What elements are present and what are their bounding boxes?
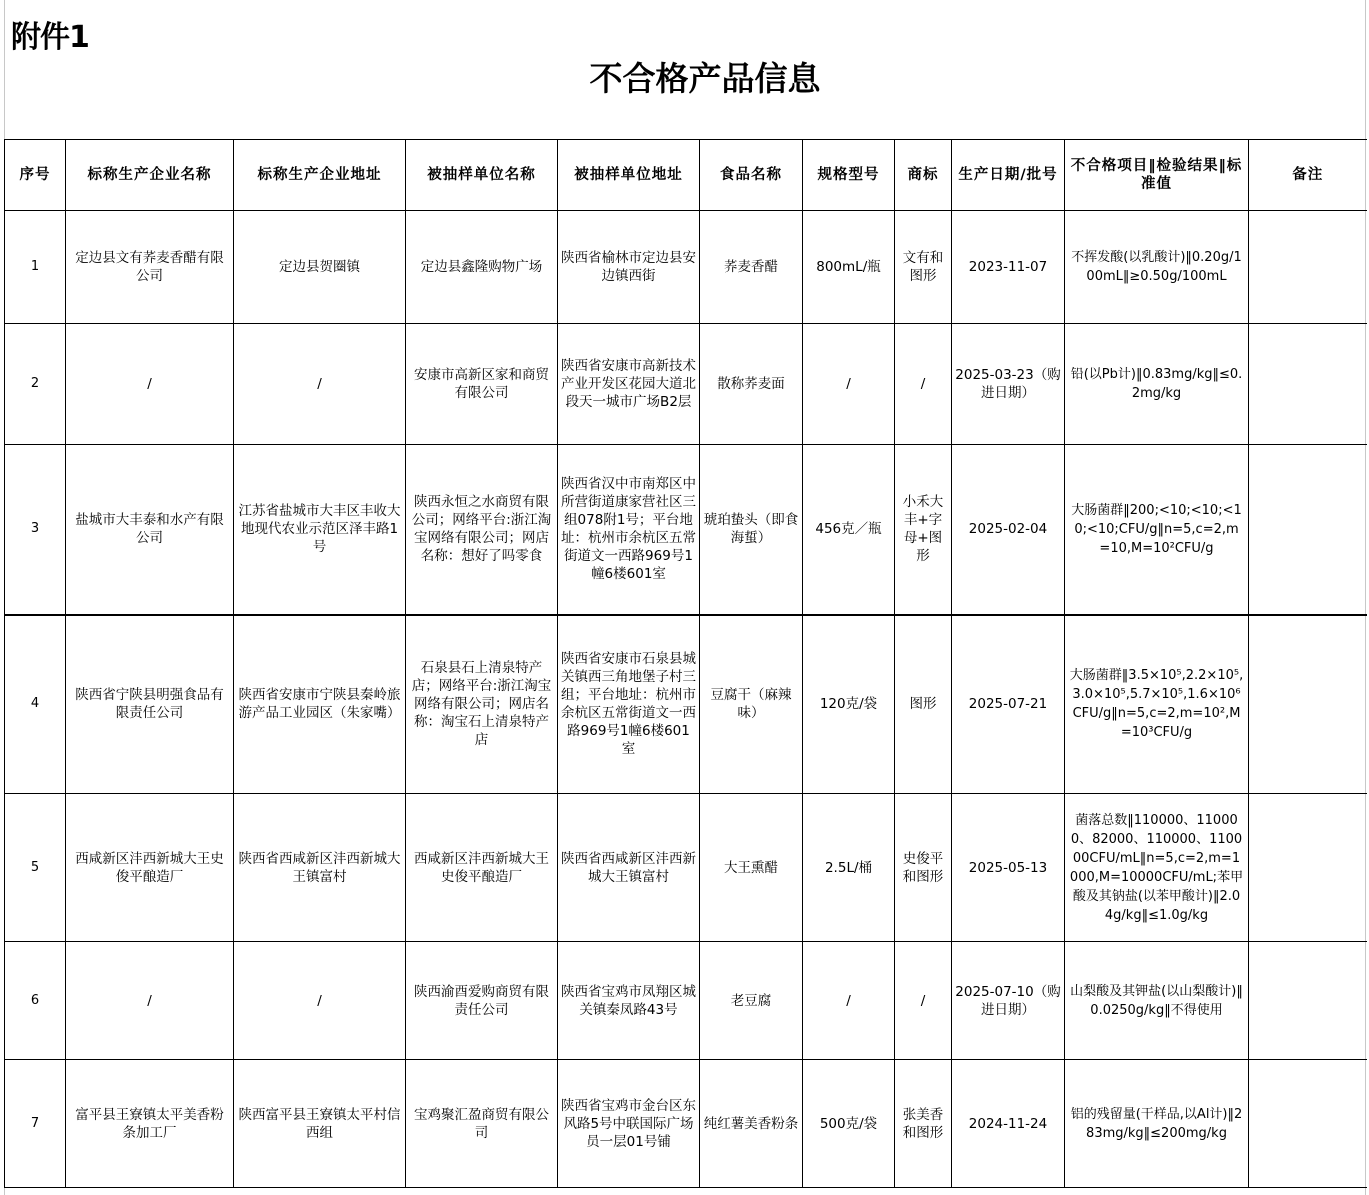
cell-spec: 500克/袋 bbox=[803, 1060, 895, 1188]
cell-result: 大肠菌群‖3.5×10⁵,2.2×10⁵,3.0×10⁵,5.7×10⁵,1.6×10⁶CFU/g‖n=5,c=2,m=10²,M=10³CFU/g bbox=[1065, 615, 1249, 794]
cell-spec: 800mL/瓶 bbox=[803, 211, 895, 324]
cell-note bbox=[1249, 942, 1367, 1060]
table-row bbox=[5, 445, 1367, 615]
cell-brand: 图形 bbox=[895, 615, 952, 794]
cell-sampled-address: 陕西省汉中市南郑区中所营街道康家营社区三组078附1号；平台地址：杭州市余杭区五常街道文一西路969号1幢6楼601室 bbox=[558, 445, 700, 615]
table-row bbox=[5, 211, 1367, 324]
cell-date: 2025-02-04 bbox=[952, 445, 1065, 615]
cell-spec: 456克／瓶 bbox=[803, 445, 895, 615]
cell-seq: 5 bbox=[5, 794, 66, 942]
header-result: 不合格项目‖检验结果‖标准值 bbox=[1065, 140, 1249, 211]
cell-seq: 1 bbox=[5, 211, 66, 324]
table-row bbox=[5, 794, 1367, 942]
cell-producer: / bbox=[66, 942, 234, 1060]
cell-sampled-unit: 陕西渝酉爱购商贸有限责任公司 bbox=[406, 942, 558, 1060]
cell-note bbox=[1249, 324, 1367, 445]
cell-result: 不挥发酸(以乳酸计)‖0.20g/100mL‖≥0.50g/100mL bbox=[1065, 211, 1249, 324]
header-note: 备注 bbox=[1249, 140, 1367, 211]
header-date: 生产日期/批号 bbox=[952, 140, 1065, 211]
header-producer: 标称生产企业名称 bbox=[66, 140, 234, 211]
cell-sampled-unit: 石泉县石上清泉特产店；网络平台:浙江淘宝网络有限公司；网店名称：淘宝石上清泉特产店 bbox=[406, 615, 558, 794]
cell-producer-address: 定边县贺圈镇 bbox=[234, 211, 406, 324]
cell-food-name: 琥珀蛰头（即食海蜇） bbox=[700, 445, 803, 615]
cell-note bbox=[1249, 615, 1367, 794]
cell-brand: / bbox=[895, 324, 952, 445]
cell-producer-address: 江苏省盐城市大丰区丰收大地现代农业示范区泽丰路1号 bbox=[234, 445, 406, 615]
cell-producer: 富平县王寮镇太平美香粉条加工厂 bbox=[66, 1060, 234, 1188]
cell-result: 山梨酸及其钾盐(以山梨酸计)‖0.0250g/kg‖不得使用 bbox=[1065, 942, 1249, 1060]
cell-producer: 定边县文有荞麦香醋有限公司 bbox=[66, 211, 234, 324]
cell-result: 铝的残留量(干样品,以Al计)‖283mg/kg‖≤200mg/kg bbox=[1065, 1060, 1249, 1188]
cell-brand: 文有和图形 bbox=[895, 211, 952, 324]
cell-sampled-address: 陕西省宝鸡市凤翔区城关镇秦凤路43号 bbox=[558, 942, 700, 1060]
cell-food-name: 老豆腐 bbox=[700, 942, 803, 1060]
cell-producer-address: / bbox=[234, 942, 406, 1060]
cell-date: 2023-11-07 bbox=[952, 211, 1065, 324]
cell-food-name: 大王熏醋 bbox=[700, 794, 803, 942]
cell-sampled-unit: 陕西永恒之水商贸有限公司；网络平台:浙江淘宝网络有限公司；网店名称：想好了吗零食 bbox=[406, 445, 558, 615]
cell-sampled-unit: 宝鸡聚汇盈商贸有限公司 bbox=[406, 1060, 558, 1188]
cell-sampled-address: 陕西省西咸新区沣西新城大王镇富村 bbox=[558, 794, 700, 942]
cell-producer-address: 陕西富平县王寮镇太平村信西组 bbox=[234, 1060, 406, 1188]
cell-sampled-unit: 西咸新区沣西新城大王史俊平酿造厂 bbox=[406, 794, 558, 942]
cell-result: 大肠菌群‖200;<10;<10;<10;<10;CFU/g‖n=5,c=2,m=10,M=10²CFU/g bbox=[1065, 445, 1249, 615]
cell-seq: 3 bbox=[5, 445, 66, 615]
header-seq: 序号 bbox=[5, 140, 66, 211]
header-food-name: 食品名称 bbox=[700, 140, 803, 211]
cell-note bbox=[1249, 211, 1367, 324]
cell-brand: 史俊平和图形 bbox=[895, 794, 952, 942]
cell-date: 2024-11-24 bbox=[952, 1060, 1065, 1188]
header-spec: 规格型号 bbox=[803, 140, 895, 211]
cell-sampled-address: 陕西省安康市高新技术产业开发区花园大道北段天一城市广场B2层 bbox=[558, 324, 700, 445]
cell-date: 2025-03-23（购进日期） bbox=[952, 324, 1065, 445]
cell-producer: 西咸新区沣西新城大王史俊平酿造厂 bbox=[66, 794, 234, 942]
cell-date: 2025-07-21 bbox=[952, 615, 1065, 794]
cell-producer: / bbox=[66, 324, 234, 445]
table-row bbox=[5, 324, 1367, 445]
cell-food-name: 豆腐干（麻辣味） bbox=[700, 615, 803, 794]
cell-seq: 7 bbox=[5, 1060, 66, 1188]
cell-seq: 2 bbox=[5, 324, 66, 445]
cell-brand: 小禾大丰+字母+图形 bbox=[895, 445, 952, 615]
cell-food-name: 散称荞麦面 bbox=[700, 324, 803, 445]
cell-sampled-address: 陕西省宝鸡市金台区东风路5号中联国际广场员一层01号铺 bbox=[558, 1060, 700, 1188]
cell-food-name: 荞麦香醋 bbox=[700, 211, 803, 324]
cell-result: 菌落总数‖110000、110000、82000、110000、110000CFU/mL‖n=5,c=2,m=1000,M=10000CFU/mL;苯甲酸及其钠盐(以苯甲酸计)‖2.04g/kg‖≤1.0g/kg bbox=[1065, 794, 1249, 942]
cell-sampled-address: 陕西省榆林市定边县安边镇西街 bbox=[558, 211, 700, 324]
cell-seq: 4 bbox=[5, 615, 66, 794]
cell-brand: / bbox=[895, 942, 952, 1060]
header-sampled-unit: 被抽样单位名称 bbox=[406, 140, 558, 211]
header-brand: 商标 bbox=[895, 140, 952, 211]
cell-note bbox=[1249, 445, 1367, 615]
table-row bbox=[5, 1060, 1367, 1188]
cell-note bbox=[1249, 794, 1367, 942]
cell-note bbox=[1249, 1060, 1367, 1188]
cell-date: 2025-05-13 bbox=[952, 794, 1065, 942]
nonconforming-products-table bbox=[4, 139, 1367, 1188]
cell-spec: 2.5L/桶 bbox=[803, 794, 895, 942]
cell-date: 2025-07-10（购进日期） bbox=[952, 942, 1065, 1060]
cell-producer-address: 陕西省安康市宁陕县秦岭旅游产品工业园区（朱家嘴） bbox=[234, 615, 406, 794]
cell-food-name: 纯红薯美香粉条 bbox=[700, 1060, 803, 1188]
cell-producer-address: 陕西省西咸新区沣西新城大王镇富村 bbox=[234, 794, 406, 942]
page-title: 不合格产品信息 bbox=[589, 59, 821, 98]
cell-producer-address: / bbox=[234, 324, 406, 445]
cell-spec: / bbox=[803, 942, 895, 1060]
cell-sampled-unit: 定边县鑫隆购物广场 bbox=[406, 211, 558, 324]
header-producer-address: 标称生产企业地址 bbox=[234, 140, 406, 211]
table-row bbox=[5, 942, 1367, 1060]
table-header-row bbox=[5, 140, 1367, 211]
cell-spec: / bbox=[803, 324, 895, 445]
attachment-label: 附件1 bbox=[11, 20, 89, 55]
cell-result: 铅(以Pb计)‖0.83mg/kg‖≤0.2mg/kg bbox=[1065, 324, 1249, 445]
cell-sampled-address: 陕西省安康市石泉县城关镇西三角地堡子村三组；平台地址：杭州市余杭区五常街道文一西路969号1幢6楼601室 bbox=[558, 615, 700, 794]
cell-producer: 盐城市大丰泰和水产有限公司 bbox=[66, 445, 234, 615]
table-row bbox=[5, 615, 1367, 794]
cell-sampled-unit: 安康市高新区家和商贸有限公司 bbox=[406, 324, 558, 445]
cell-spec: 120克/袋 bbox=[803, 615, 895, 794]
cell-brand: 张美香和图形 bbox=[895, 1060, 952, 1188]
header-sampled-address: 被抽样单位地址 bbox=[558, 140, 700, 211]
cell-producer: 陕西省宁陕县明强食品有限责任公司 bbox=[66, 615, 234, 794]
cell-seq: 6 bbox=[5, 942, 66, 1060]
